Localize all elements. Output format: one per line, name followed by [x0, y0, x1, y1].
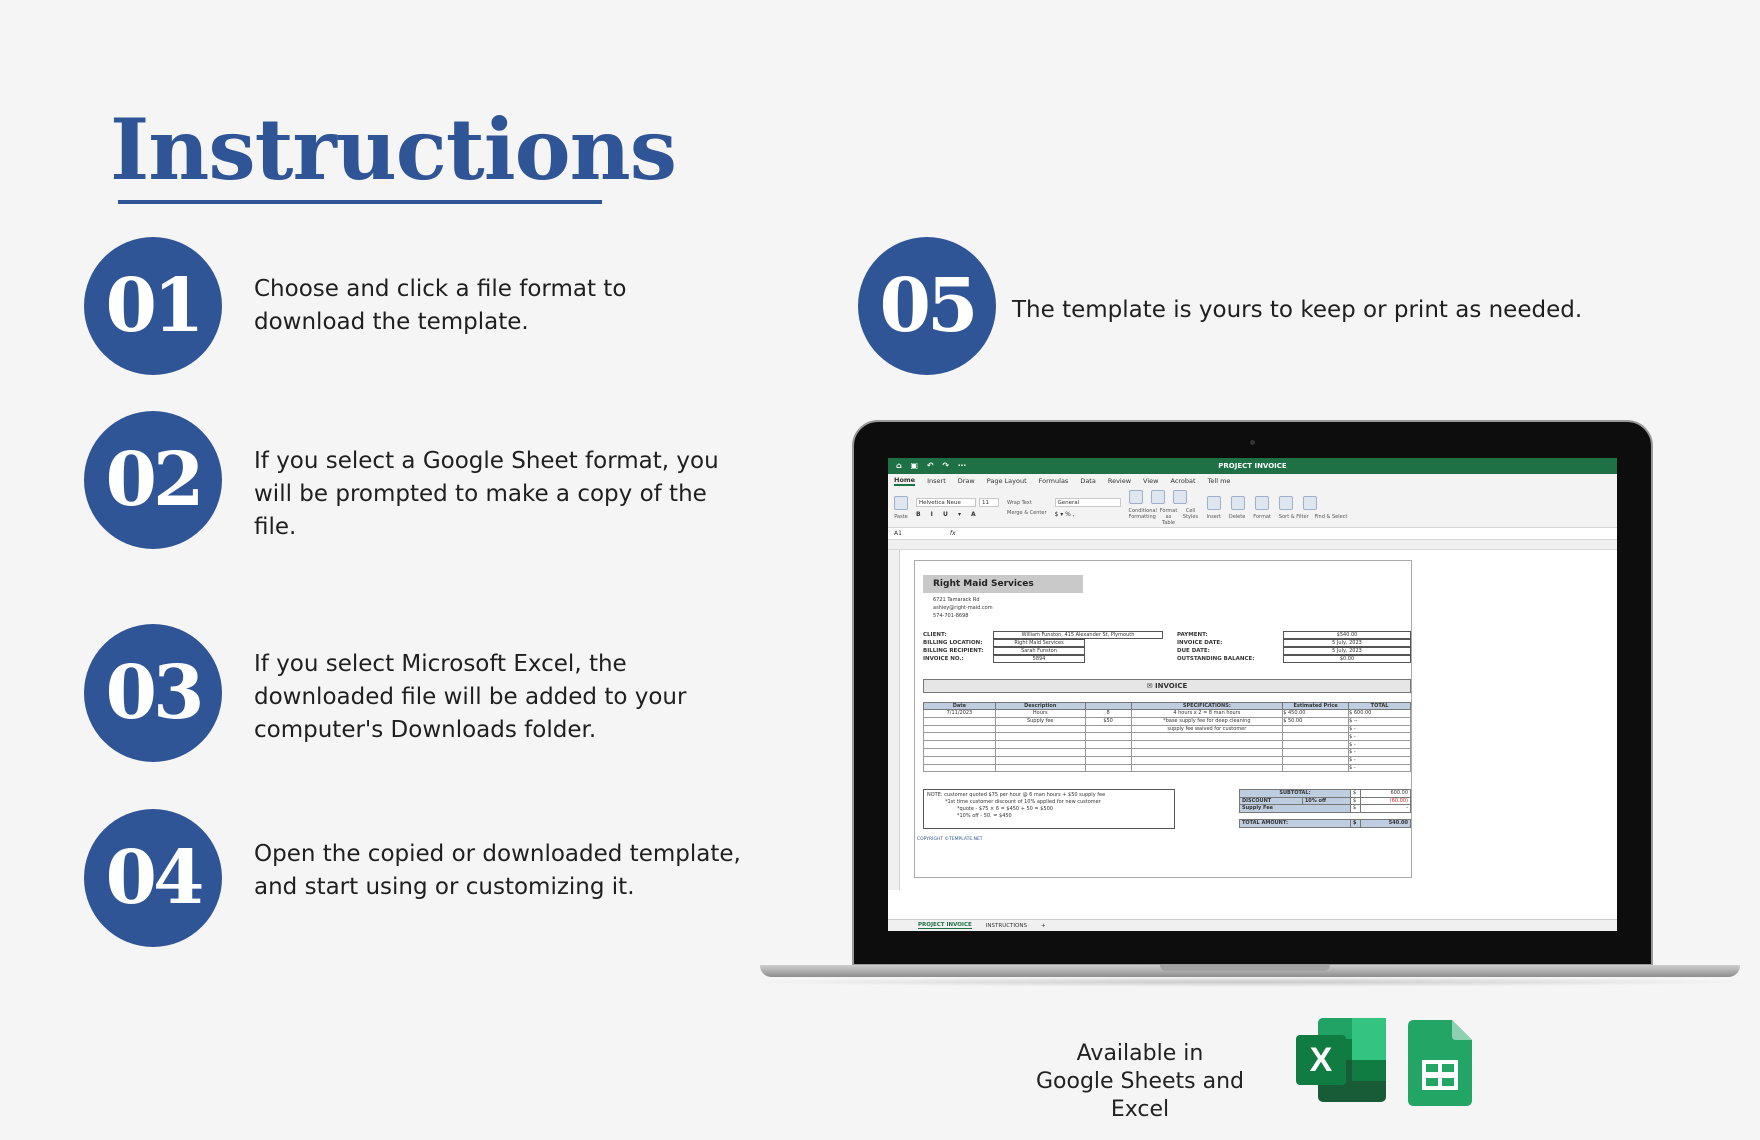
- discount-percent[interactable]: 10% off: [1302, 797, 1350, 805]
- table-cell[interactable]: [995, 756, 1085, 764]
- number-format-buttons[interactable]: $ ▾ % ,: [1054, 510, 1075, 518]
- total-amount-currency: $: [1351, 820, 1361, 828]
- outstanding-balance-value[interactable]: $0.00: [1283, 655, 1411, 663]
- supply-fee-label: Supply Fee: [1240, 805, 1351, 813]
- totals-spacer: [1240, 812, 1411, 820]
- table-cell[interactable]: [1283, 764, 1349, 772]
- step-03-line-2: downloaded file will be added to your: [254, 684, 687, 710]
- billing-recipient-value[interactable]: Sarah Funston: [993, 647, 1085, 655]
- payment-value[interactable]: $540.00: [1283, 631, 1411, 639]
- table-cell[interactable]: [995, 733, 1085, 741]
- spreadsheet-window: [888, 458, 1617, 931]
- table-cell[interactable]: [1283, 756, 1349, 764]
- page-title: Instructions: [110, 100, 677, 199]
- sort-filter-icon[interactable]: [1279, 496, 1293, 510]
- invoice-header-label: INVOICE: [1155, 682, 1188, 690]
- step-02-line-3: file.: [254, 514, 297, 540]
- table-cell[interactable]: [1131, 756, 1283, 764]
- table-cell[interactable]: [1283, 725, 1349, 733]
- styles-group: [1129, 490, 1199, 526]
- discount-row: [1240, 797, 1411, 805]
- availability-text: [1010, 1040, 1270, 1124]
- window-title: PROJECT INVOICE: [1218, 462, 1287, 470]
- table-row: [924, 733, 1411, 741]
- table-cell[interactable]: [924, 764, 996, 772]
- window-titlebar: [888, 458, 1617, 474]
- excel-logo-icon: [1296, 1018, 1386, 1102]
- invoice-date-label: INVOICE DATE:: [1177, 640, 1223, 646]
- table-row: [924, 748, 1411, 756]
- table-row: [924, 725, 1411, 733]
- discount-currency: $: [1351, 797, 1361, 805]
- table-cell[interactable]: [924, 748, 996, 756]
- step-02-text: [254, 445, 719, 544]
- column-headers: [888, 540, 1617, 550]
- table-cell[interactable]: [1283, 748, 1349, 756]
- table-row: [924, 710, 1411, 718]
- camera-icon: [1250, 440, 1255, 445]
- table-cell[interactable]: [924, 717, 996, 725]
- table-cell[interactable]: [924, 725, 996, 733]
- company-name[interactable]: Right Maid Services: [923, 575, 1083, 593]
- insert-label: Insert: [1206, 513, 1221, 520]
- table-cell[interactable]: [1085, 733, 1131, 741]
- subtotal-currency: $: [1351, 790, 1361, 798]
- name-box[interactable]: A1: [894, 530, 902, 537]
- col-date[interactable]: Date: [924, 703, 996, 710]
- table-cell[interactable]: [924, 741, 996, 749]
- col-total[interactable]: TOTAL: [1349, 703, 1411, 710]
- invoice-date-value[interactable]: 5 July, 2023: [1283, 639, 1411, 647]
- step-03-line-1: If you select Microsoft Excel, the: [254, 651, 627, 677]
- total-amount-row: [1240, 820, 1411, 828]
- table-cell[interactable]: $ --: [1349, 717, 1411, 725]
- step-01-line-1: Choose and click a file format to: [254, 276, 627, 302]
- quick-access-icons: ⌂ ▣ ↶ ↷ ⋯: [896, 461, 969, 470]
- totals-table: [1239, 789, 1411, 828]
- step-02-line-1: If you select a Google Sheet format, you: [254, 448, 719, 474]
- editing-group: [1279, 496, 1347, 520]
- paste-group: [894, 496, 908, 520]
- row-headers: [888, 550, 900, 890]
- supply-fee-value[interactable]: -: [1361, 805, 1411, 813]
- note-line-1: NOTE: customer quoted $75 per hour @ 6 man hours + $50 supply fee: [927, 792, 1106, 798]
- address-line-3[interactable]: 574-701-8698: [933, 613, 969, 619]
- table-cell[interactable]: [995, 764, 1085, 772]
- insert-cells-icon[interactable]: [1207, 496, 1221, 510]
- billing-location-label: BILLING LOCATION:: [923, 640, 983, 646]
- table-cell[interactable]: [1085, 764, 1131, 772]
- font-size-select[interactable]: 11: [979, 498, 999, 507]
- format-cells-icon[interactable]: [1255, 496, 1269, 510]
- conditional-formatting-icon[interactable]: [1129, 490, 1143, 504]
- conditional-formatting-label: Conditional Formatting: [1128, 507, 1157, 520]
- table-cell[interactable]: 8: [1085, 710, 1131, 718]
- ribbon: [888, 488, 1617, 528]
- table-cell[interactable]: *base supply fee for deep cleaning: [1131, 717, 1283, 725]
- sheet-tabs: [888, 919, 1617, 931]
- laptop-shadow: [740, 977, 1760, 987]
- table-cell[interactable]: [995, 741, 1085, 749]
- table-cell[interactable]: [1131, 764, 1283, 772]
- sort-filter-label: Sort & Filter: [1278, 513, 1309, 520]
- svg-text:X: X: [1309, 1041, 1333, 1079]
- merge-center-button[interactable]: Merge & Center: [1007, 509, 1047, 516]
- tab-acrobat[interactable]: Acrobat: [1170, 477, 1196, 485]
- table-cell[interactable]: $ -: [1349, 733, 1411, 741]
- number-format-select[interactable]: General: [1055, 498, 1121, 507]
- fx-icon: fx: [949, 530, 956, 537]
- table-cell[interactable]: [1283, 733, 1349, 741]
- step-03-line-3: computer's Downloads folder.: [254, 717, 597, 743]
- table-cell[interactable]: $ 600.00: [1349, 710, 1411, 718]
- table-cell[interactable]: [1131, 733, 1283, 741]
- supply-fee-currency: $: [1351, 805, 1361, 813]
- add-sheet-button[interactable]: +: [1040, 922, 1046, 929]
- format-as-table-icon[interactable]: [1151, 490, 1165, 504]
- cells-group: [1207, 496, 1271, 520]
- billing-recipient-label: BILLING RECIPIENT:: [923, 648, 984, 654]
- step-04-badge: 04: [84, 809, 222, 947]
- paste-icon[interactable]: [894, 496, 908, 510]
- table-row: [924, 756, 1411, 764]
- table-cell[interactable]: [924, 756, 996, 764]
- table-cell[interactable]: supply fee waived for customer: [1131, 725, 1283, 733]
- step-02-line-2: will be prompted to make a copy of the: [254, 481, 707, 507]
- table-cell[interactable]: 7/11/2023: [924, 710, 996, 718]
- delete-cells-icon[interactable]: [1231, 496, 1245, 510]
- find-select-icon[interactable]: [1303, 496, 1317, 510]
- discount-label: DISCOUNT: [1240, 797, 1303, 805]
- notes-box[interactable]: [923, 789, 1175, 829]
- step-05-line-1: The template is yours to keep or print as needed.: [1012, 297, 1583, 323]
- tab-page-layout[interactable]: Page Layout: [986, 477, 1027, 485]
- table-cell[interactable]: $ -: [1349, 748, 1411, 756]
- availability-line-1: Available in: [1076, 1041, 1204, 1066]
- col-qty[interactable]: [1085, 703, 1131, 710]
- note-line-2: *1st time customer discount of 10% applied for new customer: [945, 799, 1101, 805]
- step-01-line-2: download the template.: [254, 309, 529, 335]
- table-cell[interactable]: $ -: [1349, 725, 1411, 733]
- invoice-no-label: INVOICE NO.:: [923, 656, 964, 662]
- step-04-line-1: Open the copied or downloaded template,: [254, 841, 741, 867]
- table-row: [924, 717, 1411, 725]
- tab-view[interactable]: View: [1143, 477, 1159, 485]
- table-cell[interactable]: Hours: [995, 710, 1085, 718]
- supply-fee-row: [1240, 805, 1411, 813]
- table-cell[interactable]: $ -: [1349, 756, 1411, 764]
- wrap-text-button[interactable]: Wrap Text: [1007, 499, 1032, 506]
- table-cell[interactable]: [1085, 756, 1131, 764]
- table-cell[interactable]: Supply fee: [995, 717, 1085, 725]
- font-group: [916, 498, 999, 518]
- laptop-notch: [1160, 965, 1330, 971]
- payment-label: PAYMENT:: [1177, 632, 1208, 638]
- invoice-no-value[interactable]: 5894: [993, 655, 1085, 663]
- step-04-text: [254, 838, 741, 904]
- availability-line-2: Google Sheets and Excel: [1035, 1069, 1245, 1122]
- table-cell[interactable]: [1131, 741, 1283, 749]
- subtotal-label: SUBTOTAL:: [1240, 790, 1351, 798]
- formula-bar: [888, 528, 1617, 540]
- cell-styles-label: Cell Styles: [1182, 507, 1199, 520]
- format-label: Format: [1253, 513, 1271, 520]
- alignment-group: [1007, 500, 1047, 516]
- table-cell[interactable]: [995, 748, 1085, 756]
- col-specifications[interactable]: SPECIFICATIONS:: [1131, 703, 1283, 710]
- table-cell[interactable]: 4 hours x 2 = 8 man hours: [1131, 710, 1283, 718]
- table-cell[interactable]: [1283, 741, 1349, 749]
- invoice-icon: ✉: [1146, 682, 1156, 690]
- client-label: CLIENT:: [923, 632, 947, 638]
- subtotal-row: [1240, 790, 1411, 798]
- step-05-text: [1012, 294, 1582, 327]
- table-cell[interactable]: [1085, 741, 1131, 749]
- client-value[interactable]: William Funston, 415 Alexander St, Plymouth: [993, 631, 1163, 639]
- font-style-buttons[interactable]: B I U ▾ A: [916, 510, 980, 518]
- tab-draw[interactable]: Draw: [957, 477, 975, 485]
- total-amount-label: TOTAL AMOUNT:: [1240, 820, 1351, 828]
- format-as-table-label: Format as Table: [1159, 507, 1178, 526]
- table-cell[interactable]: [1085, 725, 1131, 733]
- invoice-header[interactable]: [923, 679, 1411, 693]
- table-cell[interactable]: [1131, 748, 1283, 756]
- step-01-text: [254, 273, 626, 339]
- tab-home[interactable]: Home: [894, 476, 916, 484]
- address-line-2[interactable]: ashley@right-maid.com: [933, 605, 993, 611]
- step-02-badge: 02: [84, 411, 222, 549]
- table-cell[interactable]: [995, 725, 1085, 733]
- line-items-table: [923, 702, 1411, 772]
- due-date-value[interactable]: 5 July, 2023: [1283, 647, 1411, 655]
- tab-review[interactable]: Review: [1107, 477, 1132, 485]
- table-cell[interactable]: $ 450.00: [1283, 710, 1349, 718]
- tab-data[interactable]: Data: [1080, 477, 1096, 485]
- discount-value[interactable]: (60.00): [1361, 797, 1411, 805]
- step-03-badge: 03: [84, 624, 222, 762]
- note-line-4: *quote - $75 × 6 = $450 + 50 = $500: [957, 806, 1053, 812]
- number-group: [1055, 498, 1121, 518]
- cell-styles-icon[interactable]: [1173, 490, 1187, 504]
- billing-location-value[interactable]: Right Maid Services: [993, 639, 1085, 647]
- paste-label: Paste: [894, 513, 908, 520]
- subtotal-value[interactable]: 600.00: [1361, 790, 1411, 798]
- step-04-line-2: and start using or customizing it.: [254, 874, 635, 900]
- title-underline: [118, 200, 602, 204]
- font-name-select[interactable]: Helvetica Neue: [916, 498, 976, 507]
- total-amount-value[interactable]: 540.00: [1361, 820, 1411, 828]
- table-row: [924, 741, 1411, 749]
- step-01-badge: 01: [84, 237, 222, 375]
- address-line-1[interactable]: 6721 Tamarack Rd: [933, 597, 980, 603]
- step-03-text: [254, 648, 686, 747]
- due-date-label: DUE DATE:: [1177, 648, 1210, 654]
- col-estimated-price[interactable]: Estimated Price: [1283, 703, 1349, 710]
- table-cell[interactable]: $ -: [1349, 741, 1411, 749]
- col-description[interactable]: Description: [995, 703, 1085, 710]
- invoice-sheet: [914, 560, 1412, 878]
- tab-insert[interactable]: Insert: [927, 477, 946, 485]
- find-select-label: Find & Select: [1314, 513, 1348, 520]
- table-cell[interactable]: [924, 733, 996, 741]
- ribbon-tabs: [888, 474, 1617, 488]
- tab-formulas[interactable]: Formulas: [1038, 477, 1069, 485]
- table-row: [924, 764, 1411, 772]
- note-line-5: *10% off - 50. = $450: [957, 813, 1012, 819]
- copyright-text: COPYRIGHT ©TEMPLATE.NET: [917, 837, 983, 842]
- tab-project-invoice[interactable]: PROJECT INVOICE: [918, 922, 972, 928]
- tab-tell-me[interactable]: Tell me: [1207, 477, 1231, 485]
- tab-instructions[interactable]: INSTRUCTIONS: [985, 922, 1027, 929]
- google-sheets-logo-icon: [1408, 1020, 1472, 1106]
- table-cell[interactable]: $ -: [1349, 764, 1411, 772]
- outstanding-balance-label: OUTSTANDING BALANCE:: [1177, 656, 1255, 662]
- table-cell[interactable]: $50: [1085, 717, 1131, 725]
- table-cell[interactable]: $ 50.00: [1283, 717, 1349, 725]
- step-05-badge: 05: [858, 237, 996, 375]
- delete-label: Delete: [1228, 513, 1246, 520]
- table-cell[interactable]: [1085, 748, 1131, 756]
